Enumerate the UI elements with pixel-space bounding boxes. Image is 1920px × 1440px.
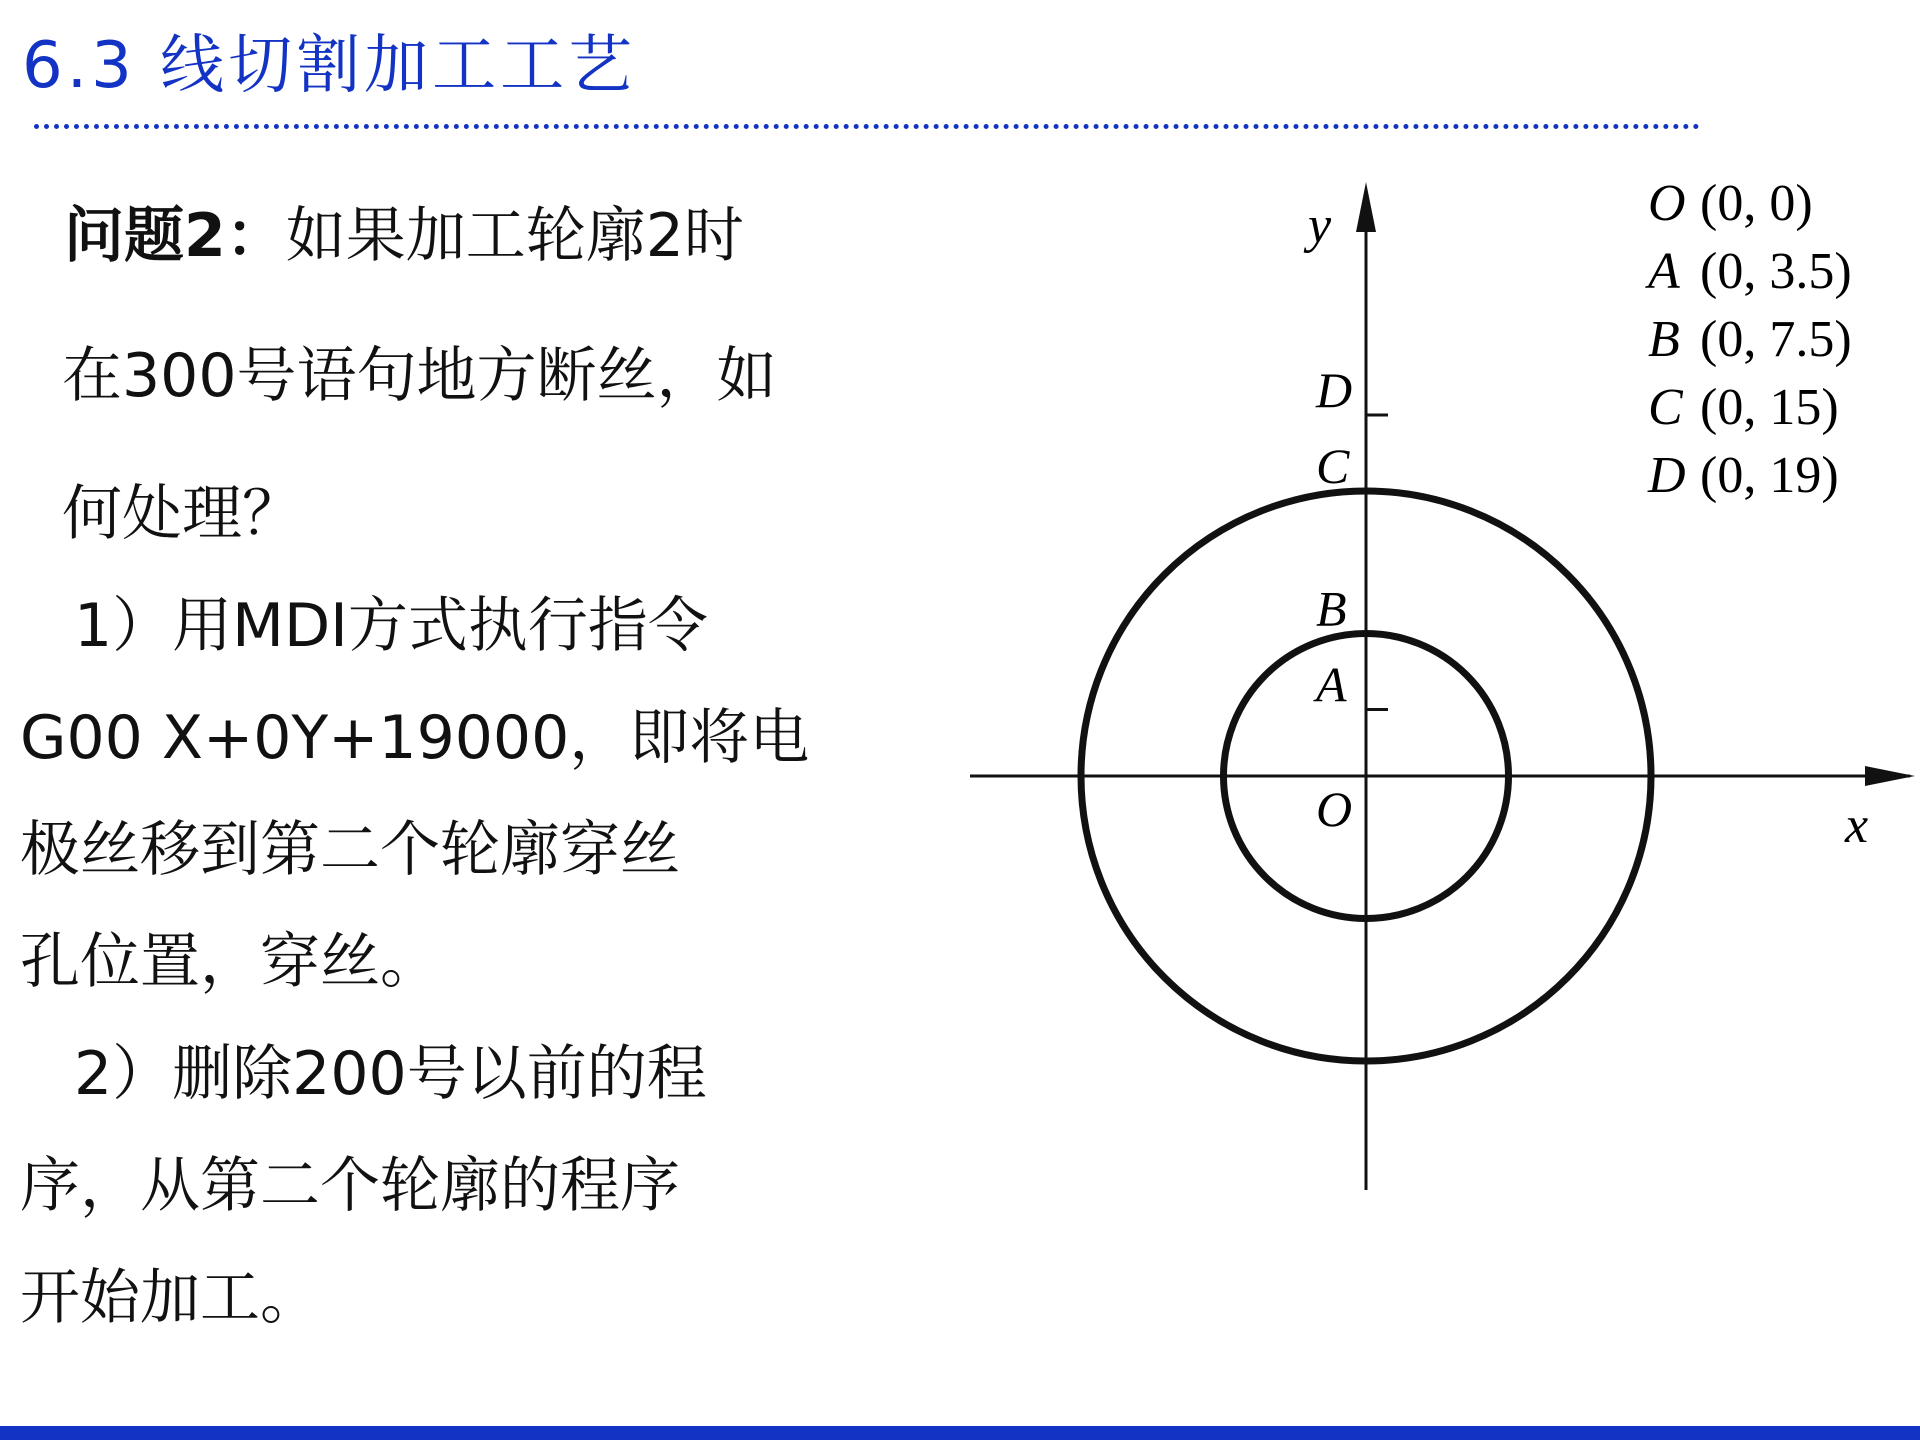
step-2-line-3: 开始加工。	[20, 1263, 320, 1333]
point-label-d: D	[1316, 362, 1353, 418]
legend-point-coords: (0, 0)	[1700, 175, 1813, 232]
legend-point-name: A	[1648, 243, 1680, 300]
question-line-2: 在300号语句地方断丝，如	[62, 341, 777, 411]
legend-point-coords: (0, 3.5)	[1700, 243, 1852, 300]
question-line-3: 何处理？	[62, 479, 302, 549]
point-label-b: B	[1316, 580, 1347, 637]
legend-row-o	[1648, 175, 1813, 232]
y-axis-label: y	[1308, 197, 1332, 254]
legend-row-b	[1648, 311, 1852, 368]
page-title: 6.3 线切割加工工艺	[22, 29, 637, 103]
coordinate-legend	[1645, 175, 1852, 504]
x-axis-label: x	[1845, 797, 1869, 854]
legend-point-name: D	[1648, 447, 1686, 504]
legend-point-coords: (0, 19)	[1700, 447, 1839, 504]
legend-point-name: B	[1648, 311, 1680, 368]
legend-row-d	[1647, 447, 1839, 504]
step-2-line-1: 2）删除200号以前的程	[74, 1039, 707, 1109]
step-1-line-3: 极丝移到第二个轮廓穿丝	[20, 815, 680, 885]
step-1-line-1: 1）用MDI方式执行指令	[74, 591, 708, 661]
step-1-line-4: 孔位置，穿丝。	[20, 927, 440, 997]
point-label-o: O	[1316, 781, 1353, 837]
legend-point-name: C	[1648, 379, 1683, 436]
question-text-1: 如果加工轮廓2时	[285, 201, 744, 271]
title-divider	[34, 124, 1700, 129]
step-1-line-2: G00 X+0Y+19000，即将电	[20, 703, 810, 773]
y-axis-arrow-icon	[1356, 182, 1376, 232]
legend-point-coords: (0, 7.5)	[1700, 311, 1852, 368]
question-label: 问题2：	[64, 201, 286, 271]
bottom-bar	[0, 1426, 1920, 1440]
x-axis-arrow-icon	[1865, 766, 1915, 786]
legend-row-a	[1645, 243, 1852, 300]
legend-point-name: O	[1648, 175, 1686, 232]
point-marks	[1313, 362, 1388, 837]
legend-row-c	[1648, 379, 1839, 436]
point-label-a: A	[1316, 656, 1347, 713]
contour-diagram	[960, 170, 1920, 1210]
legend-point-coords: (0, 15)	[1700, 379, 1839, 436]
point-label-c: C	[1316, 438, 1350, 494]
question-line-1	[64, 200, 744, 272]
step-2-line-2: 序，从第二个轮廓的程序	[20, 1151, 680, 1221]
